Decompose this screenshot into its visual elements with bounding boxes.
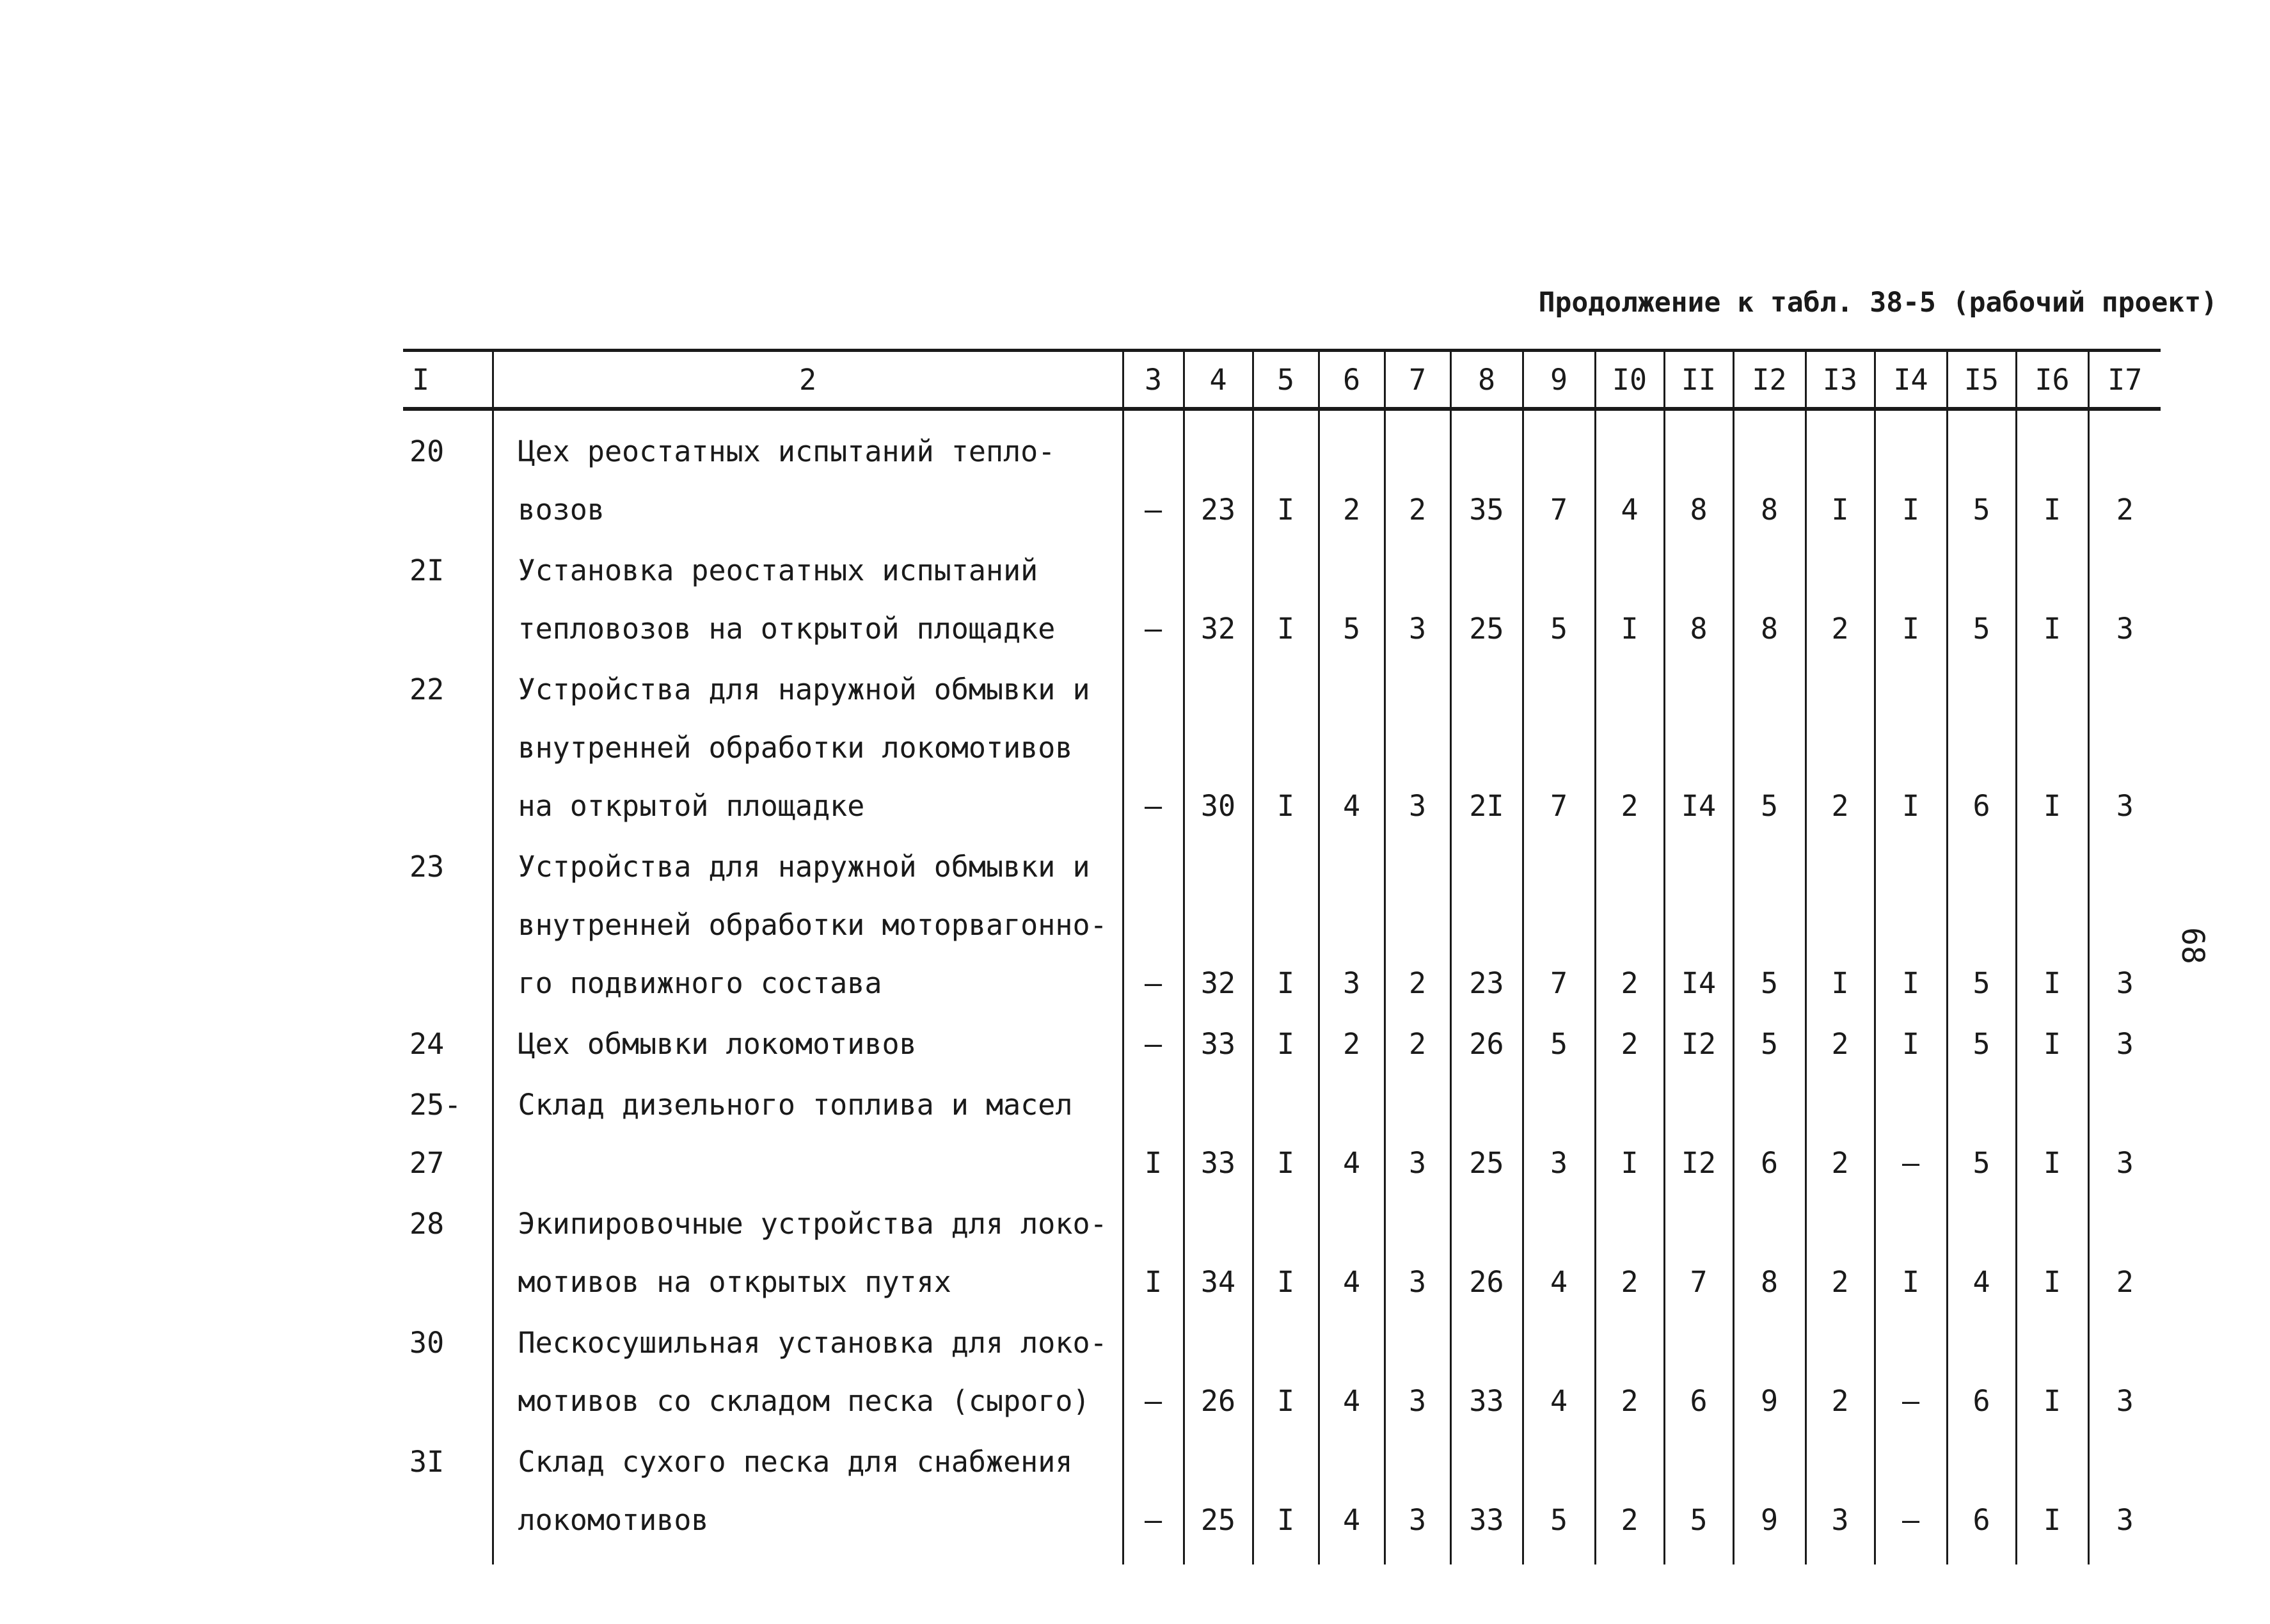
facility-name xyxy=(493,409,1123,541)
column-header-9: 9 xyxy=(1523,351,1595,410)
value-cell-col-13: 3 xyxy=(1806,1433,1875,1564)
value-cell-col-11: 5 xyxy=(1664,1433,1733,1564)
value-cell-col-7: 3 xyxy=(1385,1076,1450,1195)
value-cell-col-16: I xyxy=(2016,660,2088,838)
value-cell-col-17: 2 xyxy=(2088,409,2161,541)
facility-name-line: мотивов со складом песка (сырого) xyxy=(518,1384,1090,1418)
row-number: 20 xyxy=(409,434,445,468)
column-header-12: I2 xyxy=(1733,351,1806,410)
value-cell-col-5: I xyxy=(1253,1195,1319,1314)
value-cell-col-4: 30 xyxy=(1184,660,1253,838)
facility-name xyxy=(493,1433,1123,1564)
page-number: 68 xyxy=(2174,927,2210,964)
value-cell-col-4: 32 xyxy=(1184,838,1253,1015)
facility-name-line: Склад дизельного топлива и масел xyxy=(518,1088,1073,1122)
row-number: 30 xyxy=(409,1326,445,1360)
value-cell-col-3: – xyxy=(1123,838,1184,1015)
value-cell-col-15: 5 xyxy=(1947,1076,2016,1195)
value-cell-col-8: 26 xyxy=(1450,1015,1523,1076)
value-cell-col-9: 4 xyxy=(1523,1314,1595,1433)
table-row xyxy=(403,1195,2161,1314)
table-row xyxy=(403,541,2161,660)
value-cell-col-12: 5 xyxy=(1733,838,1806,1015)
facility-name-line: Склад сухого песка для снабжения xyxy=(518,1445,1073,1479)
value-cell-col-13: I xyxy=(1806,838,1875,1015)
value-cell-col-17: 3 xyxy=(2088,838,2161,1015)
value-cell-col-6: 4 xyxy=(1319,660,1385,838)
table-header-row xyxy=(403,351,2161,410)
value-cell-col-15: 6 xyxy=(1947,1314,2016,1433)
value-cell-col-6: 2 xyxy=(1319,1015,1385,1076)
value-cell-col-16: I xyxy=(2016,409,2088,541)
value-cell-col-10: 4 xyxy=(1595,409,1664,541)
row-number: 2I xyxy=(409,553,445,587)
facility-name-line: Устройства для наружной обмывки и xyxy=(518,850,1090,884)
table-row xyxy=(403,1015,2161,1076)
column-header-2: 2 xyxy=(493,351,1123,410)
table-row xyxy=(403,1314,2161,1433)
row-number: 23 xyxy=(409,850,445,884)
value-cell-col-12: 8 xyxy=(1733,541,1806,660)
value-cell-col-14: I xyxy=(1875,541,1947,660)
value-cell-col-6: 4 xyxy=(1319,1433,1385,1564)
value-cell-col-5: I xyxy=(1253,1015,1319,1076)
value-cell-col-9: 7 xyxy=(1523,409,1595,541)
value-cell-col-16: I xyxy=(2016,1314,2088,1433)
value-cell-col-12: 8 xyxy=(1733,1195,1806,1314)
value-cell-col-7: 3 xyxy=(1385,660,1450,838)
column-header-6: 6 xyxy=(1319,351,1385,410)
value-cell-col-14: I xyxy=(1875,1015,1947,1076)
value-cell-col-11: I4 xyxy=(1664,838,1733,1015)
value-cell-col-16: I xyxy=(2016,1076,2088,1195)
value-cell-col-4: 23 xyxy=(1184,409,1253,541)
row-number: 28 xyxy=(409,1207,445,1241)
value-cell-col-15: 5 xyxy=(1947,1015,2016,1076)
facility-name xyxy=(493,660,1123,838)
value-cell-col-9: 5 xyxy=(1523,541,1595,660)
value-cell-col-14: I xyxy=(1875,838,1947,1015)
facility-name xyxy=(493,1314,1123,1433)
value-cell-col-8: 25 xyxy=(1450,541,1523,660)
column-header-4: 4 xyxy=(1184,351,1253,410)
value-cell-col-7: 2 xyxy=(1385,409,1450,541)
value-cell-col-3: – xyxy=(1123,1314,1184,1433)
value-cell-col-6: 4 xyxy=(1319,1314,1385,1433)
row-number: 24 xyxy=(409,1027,445,1061)
value-cell-col-15: 4 xyxy=(1947,1195,2016,1314)
value-cell-col-9: 5 xyxy=(1523,1433,1595,1564)
value-cell-col-3: – xyxy=(1123,409,1184,541)
column-header-11: II xyxy=(1664,351,1733,410)
value-cell-col-16: I xyxy=(2016,1195,2088,1314)
value-cell-col-4: 32 xyxy=(1184,541,1253,660)
column-header-16: I6 xyxy=(2016,351,2088,410)
value-cell-col-17: 3 xyxy=(2088,1076,2161,1195)
row-number: 22 xyxy=(409,673,445,706)
value-cell-col-10: 2 xyxy=(1595,660,1664,838)
value-cell-col-13: I xyxy=(1806,409,1875,541)
value-cell-col-16: I xyxy=(2016,1015,2088,1076)
facility-name xyxy=(493,1015,1123,1076)
value-cell-col-7: 3 xyxy=(1385,1433,1450,1564)
table-row xyxy=(403,409,2161,541)
value-cell-col-16: I xyxy=(2016,1433,2088,1564)
table-row xyxy=(403,1433,2161,1564)
value-cell-col-8: 35 xyxy=(1450,409,1523,541)
value-cell-col-13: 2 xyxy=(1806,1195,1875,1314)
value-cell-col-6: 4 xyxy=(1319,1076,1385,1195)
value-cell-col-9: 7 xyxy=(1523,660,1595,838)
value-cell-col-16: I xyxy=(2016,541,2088,660)
value-cell-col-9: 5 xyxy=(1523,1015,1595,1076)
value-cell-col-4: 33 xyxy=(1184,1015,1253,1076)
value-cell-col-9: 4 xyxy=(1523,1195,1595,1314)
value-cell-col-14: I xyxy=(1875,1195,1947,1314)
value-cell-col-11: I2 xyxy=(1664,1015,1733,1076)
value-cell-col-6: 4 xyxy=(1319,1195,1385,1314)
value-cell-col-8: 23 xyxy=(1450,838,1523,1015)
column-header-13: I3 xyxy=(1806,351,1875,410)
value-cell-col-5: I xyxy=(1253,409,1319,541)
facility-name-line: Цех реостатных испытаний тепло- xyxy=(518,434,1056,468)
value-cell-col-8: 26 xyxy=(1450,1195,1523,1314)
value-cell-col-5: I xyxy=(1253,1076,1319,1195)
table-row xyxy=(403,660,2161,838)
value-cell-col-3: I xyxy=(1123,1076,1184,1195)
value-cell-col-11: 7 xyxy=(1664,1195,1733,1314)
value-cell-col-6: 3 xyxy=(1319,838,1385,1015)
value-cell-col-5: I xyxy=(1253,660,1319,838)
facility-name-line: Установка реостатных испытаний xyxy=(518,553,1038,587)
value-cell-col-15: 5 xyxy=(1947,541,2016,660)
value-cell-col-7: 3 xyxy=(1385,1195,1450,1314)
facility-name-line: мотивов на открытых путях xyxy=(518,1265,951,1299)
value-cell-col-5: I xyxy=(1253,1433,1319,1564)
value-cell-col-7: 2 xyxy=(1385,1015,1450,1076)
value-cell-col-8: 25 xyxy=(1450,1076,1523,1195)
value-cell-col-10: 2 xyxy=(1595,1433,1664,1564)
value-cell-col-17: 3 xyxy=(2088,1433,2161,1564)
value-cell-col-13: 2 xyxy=(1806,1015,1875,1076)
value-cell-col-10: 2 xyxy=(1595,1015,1664,1076)
value-cell-col-9: 7 xyxy=(1523,838,1595,1015)
value-cell-col-11: I4 xyxy=(1664,660,1733,838)
value-cell-col-12: 5 xyxy=(1733,1015,1806,1076)
facility-name xyxy=(493,1195,1123,1314)
facility-name-line: Экипировочные устройства для локо- xyxy=(518,1207,1107,1241)
column-header-14: I4 xyxy=(1875,351,1947,410)
value-cell-col-14: I xyxy=(1875,660,1947,838)
facility-name xyxy=(493,541,1123,660)
facility-name-line: Цех обмывки локомотивов xyxy=(518,1027,917,1061)
column-header-5: 5 xyxy=(1253,351,1319,410)
value-cell-col-16: I xyxy=(2016,838,2088,1015)
value-cell-col-6: 2 xyxy=(1319,409,1385,541)
facility-name-line: внутренней обработки локомотивов xyxy=(518,731,1073,765)
column-header-3: 3 xyxy=(1123,351,1184,410)
column-header-7: 7 xyxy=(1385,351,1450,410)
value-cell-col-17: 2 xyxy=(2088,1195,2161,1314)
value-cell-col-7: 3 xyxy=(1385,541,1450,660)
value-cell-col-10: 2 xyxy=(1595,1195,1664,1314)
value-cell-col-4: 25 xyxy=(1184,1433,1253,1564)
value-cell-col-12: 6 xyxy=(1733,1076,1806,1195)
value-cell-col-17: 3 xyxy=(2088,660,2161,838)
value-cell-col-15: 5 xyxy=(1947,838,2016,1015)
value-cell-col-15: 6 xyxy=(1947,1433,2016,1564)
facility-name-line: го подвижного состава xyxy=(518,966,882,1000)
value-cell-col-14: I xyxy=(1875,409,1947,541)
value-cell-col-13: 2 xyxy=(1806,1314,1875,1433)
value-cell-col-4: 34 xyxy=(1184,1195,1253,1314)
facility-name xyxy=(493,838,1123,1015)
value-cell-col-12: 9 xyxy=(1733,1314,1806,1433)
facility-name-line: Устройства для наружной обмывки и xyxy=(518,673,1090,706)
value-cell-col-17: 3 xyxy=(2088,1015,2161,1076)
value-cell-col-13: 2 xyxy=(1806,660,1875,838)
value-cell-col-8: 33 xyxy=(1450,1433,1523,1564)
value-cell-col-14: – xyxy=(1875,1433,1947,1564)
value-cell-col-7: 2 xyxy=(1385,838,1450,1015)
value-cell-col-10: 2 xyxy=(1595,838,1664,1015)
value-cell-col-17: 3 xyxy=(2088,1314,2161,1433)
facility-name-line: на открытой площадке xyxy=(518,789,865,823)
facility-name-line: внутренней обработки моторвагонно- xyxy=(518,908,1107,942)
value-cell-col-3: I xyxy=(1123,1195,1184,1314)
value-cell-col-10: 2 xyxy=(1595,1314,1664,1433)
table-caption: Продолжение к табл. 38-5 (рабочий проект) xyxy=(1538,287,2218,319)
value-cell-col-7: 3 xyxy=(1385,1314,1450,1433)
table-row xyxy=(403,838,2161,1015)
value-cell-col-12: 8 xyxy=(1733,409,1806,541)
facility-name-line: Пескосушильная установка для локо- xyxy=(518,1326,1107,1360)
value-cell-col-3: – xyxy=(1123,541,1184,660)
value-cell-col-4: 33 xyxy=(1184,1076,1253,1195)
value-cell-col-9: 3 xyxy=(1523,1076,1595,1195)
value-cell-col-10: I xyxy=(1595,1076,1664,1195)
value-cell-col-12: 9 xyxy=(1733,1433,1806,1564)
row-number: 25-27 xyxy=(409,1088,462,1180)
value-cell-col-11: 8 xyxy=(1664,541,1733,660)
value-cell-col-13: 2 xyxy=(1806,541,1875,660)
table-row xyxy=(403,1076,2161,1195)
value-cell-col-15: 6 xyxy=(1947,660,2016,838)
value-cell-col-3: – xyxy=(1123,1433,1184,1564)
value-cell-col-17: 3 xyxy=(2088,541,2161,660)
value-cell-col-5: I xyxy=(1253,541,1319,660)
row-number: 3I xyxy=(409,1445,445,1479)
value-cell-col-5: I xyxy=(1253,838,1319,1015)
facility-name-line: локомотивов xyxy=(518,1503,709,1537)
value-cell-col-13: 2 xyxy=(1806,1076,1875,1195)
column-header-15: I5 xyxy=(1947,351,2016,410)
value-cell-col-11: I2 xyxy=(1664,1076,1733,1195)
facility-name xyxy=(493,1076,1123,1195)
column-header-8: 8 xyxy=(1450,351,1523,410)
facility-name-line: возов xyxy=(518,493,605,527)
value-cell-col-5: I xyxy=(1253,1314,1319,1433)
value-cell-col-6: 5 xyxy=(1319,541,1385,660)
value-cell-col-8: 2I xyxy=(1450,660,1523,838)
column-header-17: I7 xyxy=(2088,351,2161,410)
data-table xyxy=(403,349,2161,1564)
value-cell-col-11: 6 xyxy=(1664,1314,1733,1433)
value-cell-col-3: – xyxy=(1123,1015,1184,1076)
value-cell-col-14: – xyxy=(1875,1076,1947,1195)
value-cell-col-14: – xyxy=(1875,1314,1947,1433)
value-cell-col-4: 26 xyxy=(1184,1314,1253,1433)
value-cell-col-10: I xyxy=(1595,541,1664,660)
value-cell-col-12: 5 xyxy=(1733,660,1806,838)
value-cell-col-15: 5 xyxy=(1947,409,2016,541)
value-cell-col-8: 33 xyxy=(1450,1314,1523,1433)
facility-name-line: тепловозов на открытой площадке xyxy=(518,612,1056,646)
column-header-1: I xyxy=(403,351,493,410)
value-cell-col-3: – xyxy=(1123,660,1184,838)
value-cell-col-11: 8 xyxy=(1664,409,1733,541)
column-header-10: I0 xyxy=(1595,351,1664,410)
